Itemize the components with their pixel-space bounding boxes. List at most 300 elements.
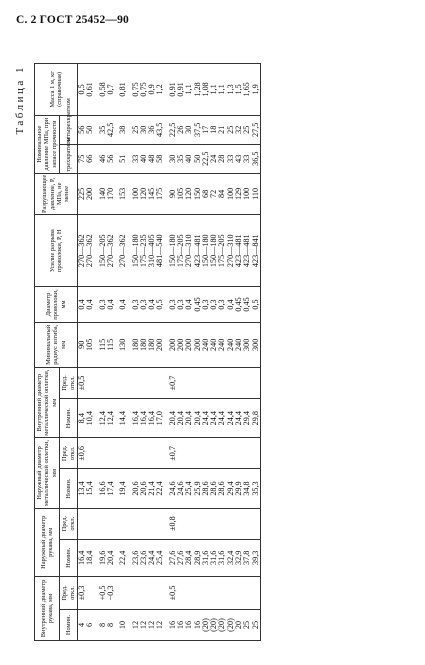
cell-ib-dev — [156, 368, 164, 399]
cell-ib-dev — [177, 368, 185, 399]
cell-od-dev — [148, 508, 156, 539]
cell-wire: 0,3 — [202, 287, 210, 322]
cell-burst: 84 — [218, 173, 226, 214]
cell-ob-nom: 20,6 — [140, 469, 148, 508]
cell-ob-nom: 29,9 — [235, 469, 243, 508]
cell-d-nom: 12 — [132, 609, 140, 640]
cell-force: 423—841 — [252, 215, 261, 287]
cell-ib-nom: 20,4 — [185, 399, 193, 438]
cell-mass: 0,75 — [132, 64, 140, 116]
cell-od-nom: 22,4 — [119, 539, 127, 576]
cell-p4: 26 — [177, 115, 185, 144]
cell-ob-nom: 34,8 — [243, 469, 251, 508]
cell-od-nom: 27,6 — [169, 539, 177, 576]
table-row — [252, 64, 261, 641]
subcol-nom: Номин. — [60, 399, 78, 438]
cell-ob-nom: 24,6 — [169, 469, 177, 508]
cell-d-dev — [148, 576, 156, 609]
cell-mass: 1,5 — [235, 64, 243, 116]
cell-mass: 1,28 — [194, 64, 202, 116]
cell-p3: 66 — [86, 144, 94, 173]
cell-d-dev — [235, 576, 243, 609]
cell-p3: 58 — [156, 144, 164, 173]
col-wire-strength: Усилие разрыва проволоки, Р, Н — [35, 215, 78, 287]
cell-wire: 0,45 — [235, 287, 243, 322]
cell-ob-dev — [235, 438, 243, 469]
cell-d-dev — [210, 576, 218, 609]
cell-ib-dev — [194, 368, 202, 399]
cell-od-dev — [86, 508, 94, 539]
cell-burst: 120 — [185, 173, 193, 214]
cell-od-dev — [99, 508, 107, 539]
cell-od-dev — [210, 508, 218, 539]
cell-ib-nom: 8,4 — [78, 399, 87, 438]
cell-d-dev — [227, 576, 235, 609]
cell-bend: 180 — [148, 322, 156, 367]
cell-force: 270—362 — [78, 215, 87, 287]
cell-p4: 32 — [235, 115, 243, 144]
cell-od-nom: 23,6 — [132, 539, 140, 576]
cell-d-nom: 25 — [243, 609, 251, 640]
cell-p4: 50 — [86, 115, 94, 144]
cell-mass: 0,61 — [86, 64, 94, 116]
cell-ib-nom: 16,4 — [148, 399, 156, 438]
cell-bend: 200 — [169, 322, 177, 367]
cell-p3: 22,5 — [202, 144, 210, 173]
cell-mass: 0,91 — [169, 64, 177, 116]
cell-p4: 35 — [99, 115, 107, 144]
cell-force: 150—205 — [99, 215, 107, 287]
col-outer-diam: Наружный диаметр рукава, мм — [35, 508, 60, 576]
cell-bend: 115 — [107, 322, 115, 367]
table-row — [107, 64, 115, 641]
cell-od-nom: 31,6 — [210, 539, 218, 576]
cell-p4: 25 — [132, 115, 140, 144]
cell-ob-nom: 19,4 — [119, 469, 127, 508]
subcol-dev: Пред. откл. — [60, 508, 78, 539]
cell-d-dev — [132, 576, 140, 609]
cell-ib-dev — [227, 368, 235, 399]
table-row — [86, 64, 94, 641]
cell-d-dev — [177, 576, 185, 609]
cell-od-dev — [185, 508, 193, 539]
cell-mass: 1,1 — [218, 64, 226, 116]
cell-ib-dev — [119, 368, 127, 399]
cell-d-dev — [252, 576, 261, 609]
col-inner-diam: Внутренний диаметр рукава, мм — [35, 576, 60, 640]
cell-ob-nom: 16,6 — [99, 469, 107, 508]
cell-force: 150—180 — [169, 215, 177, 287]
cell-ib-dev — [252, 368, 261, 399]
table-label: Таблица 1 — [14, 65, 26, 135]
cell-d-dev: −0,3 — [107, 576, 115, 609]
cell-ib-nom: 16,4 — [140, 399, 148, 438]
cell-ib-nom: 29,4 — [243, 399, 251, 438]
cell-d-nom: 12 — [148, 609, 156, 640]
cell-d-dev: ±0,3 — [78, 576, 87, 609]
cell-ob-nom: 15,4 — [86, 469, 94, 508]
cell-d-nom: 8 — [99, 609, 107, 640]
cell-od-nom: 23,6 — [140, 539, 148, 576]
col-burst-pressure: Разрушающее давление, Р, МПа, не менее — [35, 173, 78, 214]
cell-d-nom: (20) — [210, 609, 218, 640]
cell-force: 270—362 — [107, 215, 115, 287]
cell-burst: 100 — [227, 173, 235, 214]
cell-bend: 105 — [86, 322, 94, 367]
cell-ob-dev — [119, 438, 127, 469]
cell-od-nom: 19,6 — [99, 539, 107, 576]
cell-od-nom: 39,3 — [252, 539, 261, 576]
cell-bend: 200 — [194, 322, 202, 367]
cell-bend: 300 — [252, 322, 261, 367]
cell-d-nom: 12 — [156, 609, 164, 640]
col-working-pressure: Номинальное давление МПа, при запасе прочности — [35, 115, 60, 173]
cell-od-dev — [107, 508, 115, 539]
cell-force: 423—481 — [235, 215, 243, 287]
subcol-nom: Номин. — [60, 609, 78, 640]
cell-wire: 0,4 — [185, 287, 193, 322]
cell-force: 270—310 — [185, 215, 193, 287]
cell-bend: 200 — [185, 322, 193, 367]
cell-ib-nom: 17,0 — [156, 399, 164, 438]
cell-d-nom: 16 — [194, 609, 202, 640]
cell-ob-dev — [156, 438, 164, 469]
cell-d-dev — [202, 576, 210, 609]
cell-force: 270—362 — [119, 215, 127, 287]
col-inner-braid: Внутренний диаметр металлической оплетки, мм — [35, 368, 60, 438]
cell-ob-nom: 17,4 — [107, 469, 115, 508]
cell-p3: 30 — [169, 144, 177, 173]
table-body — [78, 64, 261, 641]
cell-ib-dev: ±0,5 — [78, 368, 87, 399]
cell-burst: 72 — [210, 173, 218, 214]
cell-d-dev — [185, 576, 193, 609]
cell-d-nom: 16 — [185, 609, 193, 640]
cell-ob-dev: ±0,6 — [78, 438, 87, 469]
cell-ob-dev — [99, 438, 107, 469]
cell-d-dev — [194, 576, 202, 609]
cell-p3: 33 — [243, 144, 251, 173]
cell-ob-dev — [210, 438, 218, 469]
cell-ib-dev — [235, 368, 243, 399]
cell-od-dev — [194, 508, 202, 539]
cell-burst: 145 — [148, 173, 156, 214]
cell-ob-nom: 20,6 — [132, 469, 140, 508]
cell-d-nom: 4 — [78, 609, 87, 640]
cell-p4: 17 — [202, 115, 210, 144]
specs-table — [34, 63, 261, 641]
cell-burst: 200 — [86, 173, 94, 214]
subcol-nom: Номин. — [60, 469, 78, 508]
cell-ib-nom: 29,8 — [252, 399, 261, 438]
running-header: С. 2 ГОСТ 25452—90 — [16, 14, 129, 26]
cell-burst: 105 — [177, 173, 185, 214]
cell-od-nom: 32,9 — [235, 539, 243, 576]
cell-wire: 0,3 — [132, 287, 140, 322]
cell-p4: 38 — [119, 115, 127, 144]
cell-ob-nom: 28,6 — [218, 469, 226, 508]
cell-od-dev — [202, 508, 210, 539]
cell-od-nom: 18,4 — [86, 539, 94, 576]
table-row — [119, 64, 127, 641]
cell-d-dev: +0,5 — [99, 576, 107, 609]
cell-p4: 37,5 — [194, 115, 202, 144]
cell-od-dev — [119, 508, 127, 539]
cell-p3: 40 — [185, 144, 193, 173]
cell-mass: 0,7 — [107, 64, 115, 116]
cell-wire: 0,3 — [140, 287, 148, 322]
cell-wire: 0,4 — [148, 287, 156, 322]
cell-ib-dev — [99, 368, 107, 399]
cell-burst: 129 — [235, 173, 243, 214]
col-wire-diam: Диаметр проволоки, мм — [35, 287, 78, 322]
cell-mass: 1,65 — [243, 64, 251, 116]
cell-ib-nom: 12,4 — [99, 399, 107, 438]
rotated-table-block — [14, 63, 416, 641]
cell-od-dev — [243, 508, 251, 539]
cell-force: 150—180 — [202, 215, 210, 287]
cell-p3: 28 — [218, 144, 226, 173]
cell-wire: 0,4 — [86, 287, 94, 322]
cell-od-nom: 31,6 — [218, 539, 226, 576]
cell-burst: 153 — [119, 173, 127, 214]
cell-p3: 40 — [140, 144, 148, 173]
cell-od-nom: 24,4 — [148, 539, 156, 576]
col-outer-braid: Наружный диаметр металлической оплетки, мм — [35, 438, 60, 508]
cell-ib-dev — [107, 368, 115, 399]
cell-force: 175—205 — [218, 215, 226, 287]
cell-bend: 240 — [227, 322, 235, 367]
cell-ob-dev — [227, 438, 235, 469]
cell-ob-nom: 13,4 — [78, 469, 87, 508]
cell-bend: 300 — [243, 322, 251, 367]
cell-mass: 0,75 — [140, 64, 148, 116]
cell-wire: 0,3 — [218, 287, 226, 322]
cell-od-nom: 16,4 — [78, 539, 87, 576]
cell-ob-dev — [194, 438, 202, 469]
cell-p4: 25 — [243, 115, 251, 144]
cell-ib-nom: 12,4 — [107, 399, 115, 438]
cell-burst: 100 — [243, 173, 251, 214]
cell-p4: 25 — [227, 115, 235, 144]
cell-wire: 0,45 — [194, 287, 202, 322]
cell-burst: 225 — [78, 173, 87, 214]
cell-d-dev — [140, 576, 148, 609]
cell-d-nom: 20 — [235, 609, 243, 640]
cell-wire: 0,4 — [119, 287, 127, 322]
cell-od-dev: ±0,8 — [169, 508, 177, 539]
subcol-k3: трехкратном — [60, 144, 78, 173]
cell-p3: 33 — [227, 144, 235, 173]
cell-mass: 0,91 — [177, 64, 185, 116]
cell-ib-dev — [218, 368, 226, 399]
cell-force: 270—362 — [86, 215, 94, 287]
cell-ib-dev — [86, 368, 94, 399]
cell-od-dev — [235, 508, 243, 539]
cell-d-nom: 25 — [252, 609, 261, 640]
cell-od-nom: 25,4 — [156, 539, 164, 576]
cell-p4: 42,5 — [107, 115, 115, 144]
cell-ob-dev — [140, 438, 148, 469]
cell-bend: 240 — [235, 322, 243, 367]
cell-wire: 0,3 — [169, 287, 177, 322]
cell-od-nom: 32,4 — [227, 539, 235, 576]
cell-d-nom: 10 — [119, 609, 127, 640]
cell-mass: 1,1 — [210, 64, 218, 116]
subcol-dev: Пред. откл. — [60, 368, 78, 399]
cell-bend: 180 — [132, 322, 140, 367]
cell-ib-nom: 24,4 — [202, 399, 210, 438]
cell-wire: 0,4 — [107, 287, 115, 322]
cell-ib-nom: 14,4 — [119, 399, 127, 438]
cell-d-nom: 16 — [169, 609, 177, 640]
cell-od-nom: 37,8 — [243, 539, 251, 576]
cell-od-dev — [227, 508, 235, 539]
cell-force: 150—180 — [132, 215, 140, 287]
cell-force: 310—405 — [148, 215, 156, 287]
cell-od-nom: 20,4 — [107, 539, 115, 576]
subcol-dev: Пред. откл. — [60, 576, 78, 609]
cell-ib-nom: 20,4 — [177, 399, 185, 438]
cell-p4: 43,5 — [156, 115, 164, 144]
cell-d-nom: 8 — [107, 609, 115, 640]
cell-p3: 48 — [148, 144, 156, 173]
cell-p3: 35 — [177, 144, 185, 173]
cell-wire: 0,45 — [243, 287, 251, 322]
cell-ib-nom: 24,4 — [227, 399, 235, 438]
cell-mass: 0,5 — [78, 64, 87, 116]
cell-bend: 240 — [210, 322, 218, 367]
cell-d-dev — [86, 576, 94, 609]
cell-force: 175—205 — [177, 215, 185, 287]
cell-force: 270—310 — [227, 215, 235, 287]
cell-od-nom: 28,9 — [194, 539, 202, 576]
cell-burst: 170 — [107, 173, 115, 214]
cell-burst: 120 — [140, 173, 148, 214]
cell-p3: 51 — [119, 144, 127, 173]
cell-d-nom: 16 — [177, 609, 185, 640]
cell-p3: 43 — [235, 144, 243, 173]
cell-mass: 1,9 — [252, 64, 261, 116]
cell-d-dev: ±0,5 — [169, 576, 177, 609]
cell-ib-dev — [243, 368, 251, 399]
cell-p4: 36 — [148, 115, 156, 144]
cell-wire: 0,3 — [99, 287, 107, 322]
cell-p3: 36,5 — [252, 144, 261, 173]
cell-ob-dev: ±0,7 — [169, 438, 177, 469]
cell-p4: 56 — [78, 115, 87, 144]
cell-d-nom: 12 — [140, 609, 148, 640]
cell-ob-dev — [185, 438, 193, 469]
cell-ob-nom: 24,6 — [177, 469, 185, 508]
cell-mass: 0,9 — [148, 64, 156, 116]
cell-burst: 90 — [169, 173, 177, 214]
cell-od-dev — [78, 508, 87, 539]
cell-ob-nom: 25,4 — [185, 469, 193, 508]
cell-ob-dev — [202, 438, 210, 469]
cell-od-dev — [156, 508, 164, 539]
cell-d-dev — [218, 576, 226, 609]
cell-wire: 0,3 — [177, 287, 185, 322]
cell-od-nom: 31,6 — [202, 539, 210, 576]
cell-mass: 1,3 — [227, 64, 235, 116]
cell-d-nom: (20) — [218, 609, 226, 640]
cell-ob-dev — [243, 438, 251, 469]
cell-p4: 18 — [210, 115, 218, 144]
cell-p3: 46 — [99, 144, 107, 173]
subcol-k4: четырехкратном — [60, 115, 78, 144]
cell-od-nom: 27,6 — [177, 539, 185, 576]
subcol-dev: Пред. откл. — [60, 438, 78, 469]
cell-mass: 0,81 — [119, 64, 127, 116]
cell-wire: 0,3 — [210, 287, 218, 322]
cell-d-dev — [243, 576, 251, 609]
cell-ib-dev — [140, 368, 148, 399]
cell-ob-dev — [177, 438, 185, 469]
cell-ob-nom: 29,4 — [227, 469, 235, 508]
cell-od-dev — [177, 508, 185, 539]
cell-ob-dev — [252, 438, 261, 469]
cell-wire: 0,4 — [78, 287, 87, 322]
col-mass: Масса 1 м, кг (справочная) — [35, 64, 78, 116]
cell-ib-dev — [132, 368, 140, 399]
cell-mass: 1,08 — [202, 64, 210, 116]
cell-bend: 130 — [119, 322, 127, 367]
cell-od-dev — [140, 508, 148, 539]
cell-burst: 68 — [202, 173, 210, 214]
cell-burst: 110 — [252, 173, 261, 214]
cell-burst: 140 — [99, 173, 107, 214]
cell-ib-nom: 10,4 — [86, 399, 94, 438]
cell-ib-dev — [202, 368, 210, 399]
cell-bend: 115 — [99, 322, 107, 367]
cell-ob-nom: 21,4 — [148, 469, 156, 508]
cell-d-nom: 6 — [86, 609, 94, 640]
cell-force: 423—481 — [194, 215, 202, 287]
cell-ob-nom: 28,6 — [210, 469, 218, 508]
cell-force: 481—540 — [156, 215, 164, 287]
cell-p3: 50 — [194, 144, 202, 173]
cell-p3: 56 — [107, 144, 115, 173]
cell-p3: 75 — [78, 144, 87, 173]
cell-p4: 27,5 — [252, 115, 261, 144]
cell-ob-nom: 25,9 — [194, 469, 202, 508]
cell-ib-nom: 24,4 — [218, 399, 226, 438]
cell-d-dev — [156, 576, 164, 609]
cell-ib-dev: ±0,7 — [169, 368, 177, 399]
cell-d-nom: (20) — [202, 609, 210, 640]
cell-ib-nom: 20,4 — [169, 399, 177, 438]
cell-mass: 1,2 — [156, 64, 164, 116]
cell-force: 423—481 — [243, 215, 251, 287]
cell-p4: 30 — [140, 115, 148, 144]
cell-ib-dev — [185, 368, 193, 399]
cell-p3: 33 — [132, 144, 140, 173]
cell-ob-dev — [148, 438, 156, 469]
cell-bend: 180 — [140, 322, 148, 367]
cell-od-dev — [218, 508, 226, 539]
cell-p3: 24 — [210, 144, 218, 173]
cell-ob-dev — [132, 438, 140, 469]
cell-burst: 175 — [156, 173, 164, 214]
cell-mass: 1,1 — [185, 64, 193, 116]
cell-od-dev — [252, 508, 261, 539]
cell-ob-nom: 28,6 — [202, 469, 210, 508]
subcol-nom: Номин. — [60, 539, 78, 576]
cell-bend: 200 — [156, 322, 164, 367]
cell-od-nom: 28,4 — [185, 539, 193, 576]
cell-force: 175—235 — [140, 215, 148, 287]
